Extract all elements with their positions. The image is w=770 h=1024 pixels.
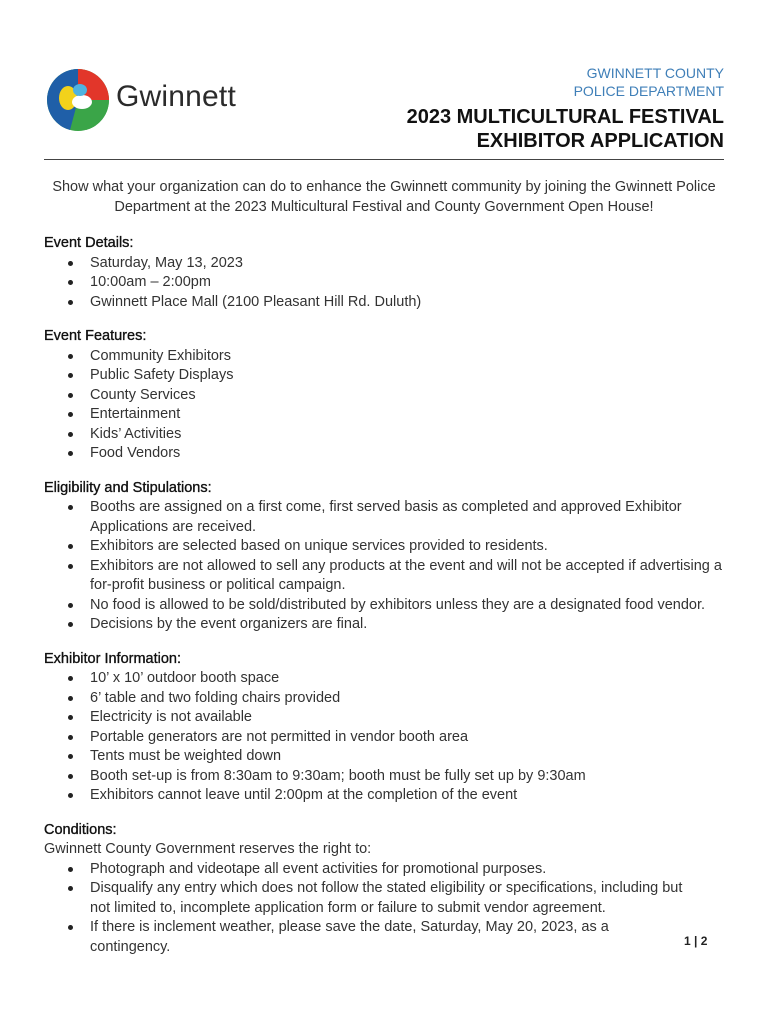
list-item: Exhibitors cannot leave until 2:00pm at the completion of the event [90, 786, 734, 806]
list-item: Entertainment [90, 405, 734, 425]
list-item: Saturday, May 13, 2023 [90, 254, 734, 274]
list-item: 10:00am – 2:00pm [90, 273, 734, 293]
bullet-list [44, 254, 734, 313]
list-item: Tents must be weighted down [90, 747, 734, 767]
list-item: 6’ table and two folding chairs provided [90, 689, 734, 709]
section-heading: Conditions: [44, 821, 117, 838]
page-number: 1 | 2 [684, 934, 708, 948]
document-title-line2: EXHIBITOR APPLICATION [476, 130, 724, 152]
list-item: Photograph and videotape all event activities for promotional purposes. [90, 860, 702, 880]
logo-wordmark: Gwinnett [116, 80, 236, 113]
gwinnett-logo [46, 66, 251, 136]
list-item: Kids’ Activities [90, 425, 734, 445]
list-item: Exhibitors are selected based on unique services provided to residents. [90, 537, 734, 557]
list-item: Public Safety Displays [90, 366, 734, 386]
list-item: Booth set-up is from 8:30am to 9:30am; booth must be fully set up by 9:30am [90, 767, 734, 787]
org-name-line1: GWINNETT COUNTY [586, 65, 724, 81]
conditions-lead: Gwinnett County Government reserves the right to: [44, 841, 372, 857]
section-event-details [44, 234, 734, 312]
list-item: Portable generators are not permitted in vendor booth area [90, 728, 734, 748]
bullet-list [44, 669, 734, 806]
header-divider [44, 159, 724, 160]
section-heading: Event Details: [44, 235, 134, 251]
list-item: County Services [90, 386, 734, 406]
bullet-list [44, 498, 734, 635]
section-event-features [44, 327, 734, 464]
section-heading: Eligibility and Stipulations: [44, 479, 212, 496]
list-item: Gwinnett Place Mall (2100 Pleasant Hill Rd. Duluth) [90, 293, 734, 313]
bullet-list [44, 347, 734, 464]
section-heading: Event Features: [44, 328, 147, 344]
list-item: Food Vendors [90, 444, 734, 464]
section-eligibility [44, 479, 734, 635]
section-heading: Exhibitor Information: [44, 650, 182, 667]
section-conditions [44, 821, 734, 958]
list-item: No food is allowed to be sold/distributed by exhibitors unless they are a designated food vendor. [90, 596, 734, 616]
intro-paragraph: Show what your organization can do to enhance the Gwinnett community by joining the Gwinnett Police Department at the 2023 Multicultural Festival and County Government Open House! [52, 179, 716, 215]
gwinnett-logo-mark [46, 68, 110, 132]
list-item: If there is inclement weather, please save the date, Saturday, May 20, 2023, as a contingency. [90, 918, 630, 957]
org-name-line2: POLICE DEPARTMENT [573, 83, 724, 99]
list-item: Community Exhibitors [90, 347, 734, 367]
document-body [44, 234, 734, 972]
list-item: Exhibitors are not allowed to sell any products at the event and will not be accepted if advertising a for-profit business or political campaign. [90, 557, 734, 596]
bullet-list [44, 860, 702, 958]
document-title-line1: 2023 MULTICULTURAL FESTIVAL [406, 106, 724, 128]
list-item: Electricity is not available [90, 708, 734, 728]
document-header [407, 64, 724, 153]
list-item: Disqualify any entry which does not follow the stated eligibility or specifications, including but not limited to, incomplete application form or failure to submit vendor agreement. [90, 879, 702, 918]
list-item: 10’ x 10’ outdoor booth space [90, 669, 734, 689]
list-item: Booths are assigned on a first come, first served basis as completed and approved Exhibitor Applications are received. [90, 498, 734, 537]
list-item: Decisions by the event organizers are final. [90, 615, 734, 635]
section-exhibitor-information [44, 650, 734, 806]
